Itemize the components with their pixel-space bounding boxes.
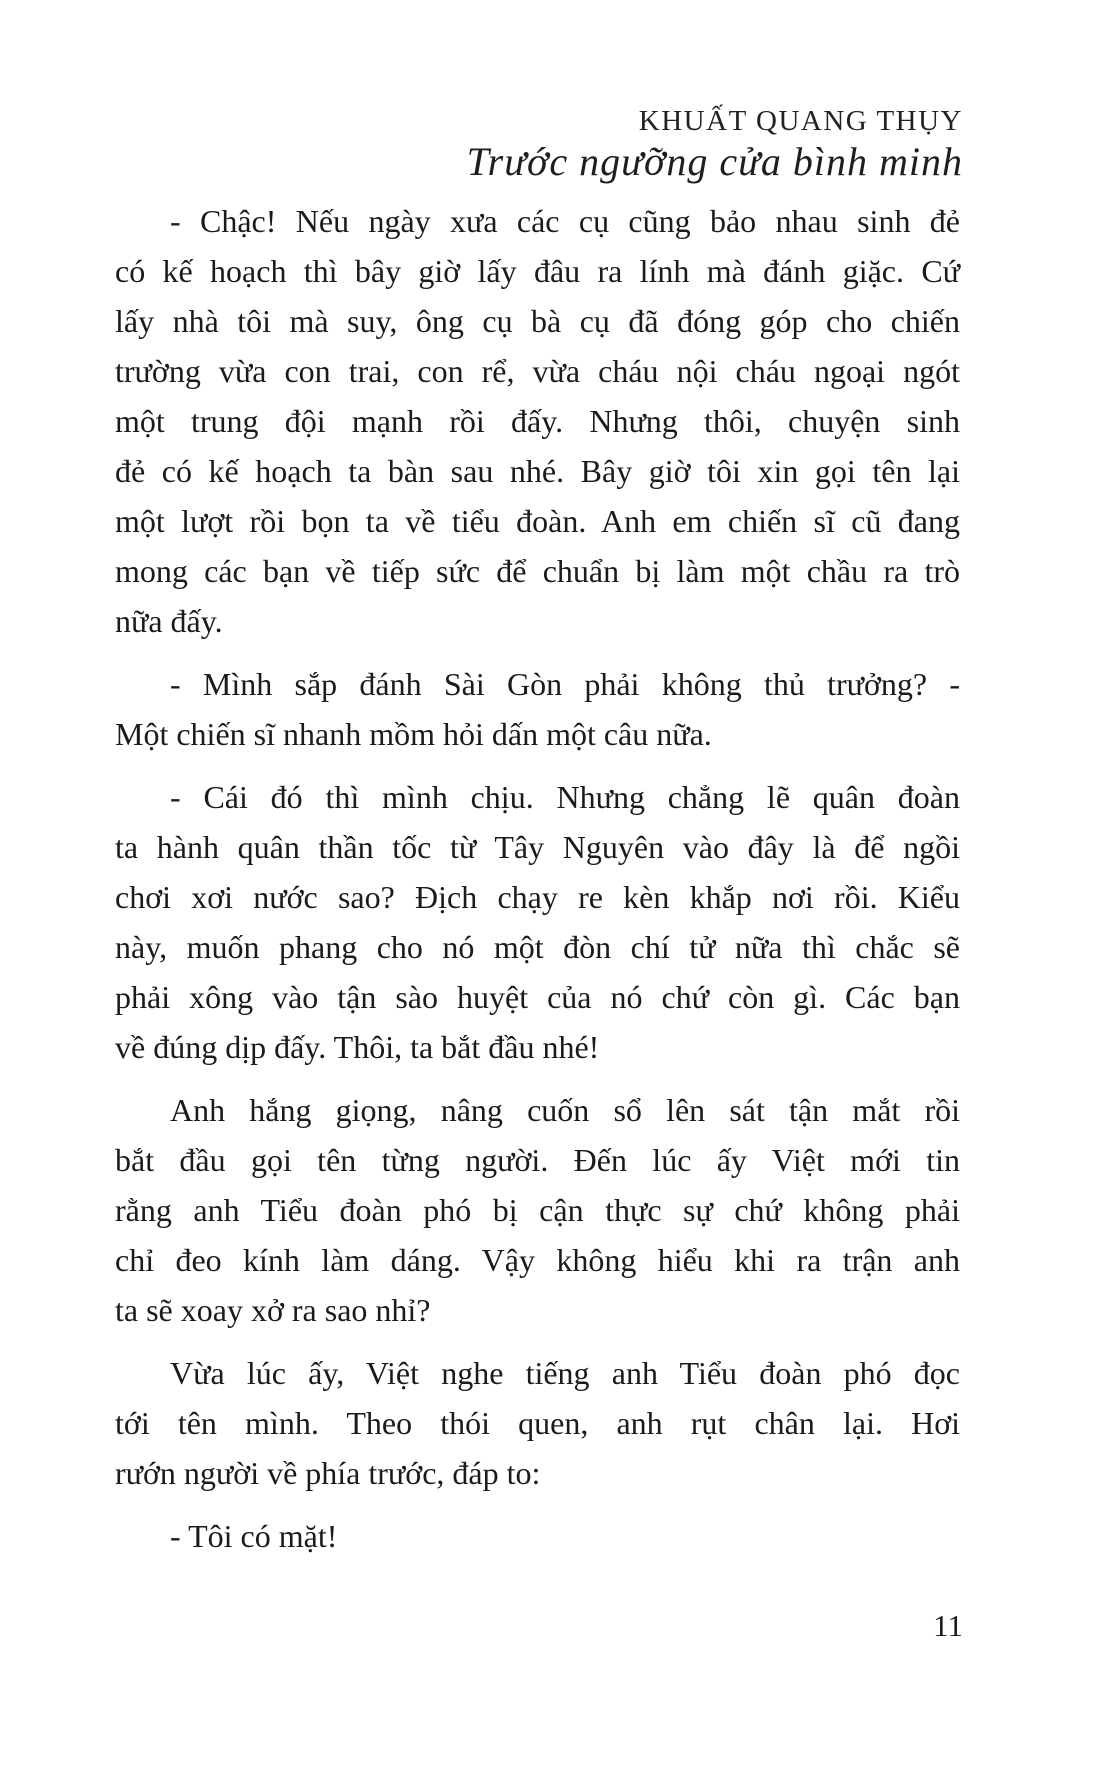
paragraph xyxy=(115,1348,960,1498)
text-line: bắt đầu gọi tên từng người. Đến lúc ấy Việt mới tin xyxy=(115,1142,960,1178)
text-line: chỉ đeo kính làm dáng. Vậy không hiểu khi ra trận anh xyxy=(115,1242,960,1278)
text-line: Một chiến sĩ nhanh mồm hỏi dấn một câu nữa. xyxy=(115,716,712,752)
text-line: - Tôi có mặt! xyxy=(170,1518,338,1554)
body-text xyxy=(115,196,960,1561)
text-line: chơi xơi nước sao? Địch chạy re kèn khắp nơi rồi. Kiểu xyxy=(115,879,960,915)
text-line: ta hành quân thần tốc từ Tây Nguyên vào đây là để ngồi xyxy=(115,829,960,865)
text-line: nữa đấy. xyxy=(115,603,223,639)
text-line: rằng anh Tiểu đoàn phó bị cận thực sự chứ không phải xyxy=(115,1192,960,1228)
paragraph xyxy=(115,1085,960,1335)
text-line: một trung đội mạnh rồi đấy. Nhưng thôi, chuyện sinh xyxy=(115,403,960,439)
text-line: Vừa lúc ấy, Việt nghe tiếng anh Tiểu đoàn phó đọc xyxy=(170,1355,960,1391)
text-line: - Mình sắp đánh Sài Gòn phải không thủ trưởng? - xyxy=(170,666,960,702)
paragraph xyxy=(115,196,960,646)
text-line: - Chậc! Nếu ngày xưa các cụ cũng bảo nhau sinh đẻ xyxy=(170,203,960,239)
text-line: có kế hoạch thì bây giờ lấy đâu ra lính mà đánh giặc. Cứ xyxy=(115,253,960,289)
paragraph xyxy=(115,659,960,759)
text-line: mong các bạn về tiếp sức để chuẩn bị làm một chầu ra trò xyxy=(115,553,960,589)
text-line: tới tên mình. Theo thói quen, anh rụt chân lại. Hơi xyxy=(115,1405,960,1441)
text-line: đẻ có kế hoạch ta bàn sau nhé. Bây giờ tôi xin gọi tên lại xyxy=(115,453,960,489)
text-line: phải xông vào tận sào huyệt của nó chứ còn gì. Các bạn xyxy=(115,979,960,1015)
text-line: lấy nhà tôi mà suy, ông cụ bà cụ đã đóng góp cho chiến xyxy=(115,303,960,339)
paragraph xyxy=(115,1511,960,1561)
page-header xyxy=(467,103,963,185)
text-line: rướn người về phía trước, đáp to: xyxy=(115,1455,541,1491)
book-title: Trước ngưỡng cửa bình minh xyxy=(466,139,963,184)
text-line: này, muốn phang cho nó một đòn chí tử nữa thì chắc sẽ xyxy=(115,929,960,965)
text-line: về đúng dịp đấy. Thôi, ta bắt đầu nhé! xyxy=(115,1029,600,1065)
text-line: ta sẽ xoay xở ra sao nhỉ? xyxy=(115,1292,431,1328)
author-name: KHUẤT QUANG THỤY xyxy=(638,105,963,137)
text-line: một lượt rồi bọn ta về tiểu đoàn. Anh em chiến sĩ cũ đang xyxy=(115,503,960,539)
text-line: Anh hắng giọng, nâng cuốn sổ lên sát tận mắt rồi xyxy=(170,1092,960,1128)
text-line: - Cái đó thì mình chịu. Nhưng chẳng lẽ quân đoàn xyxy=(170,779,960,815)
text-line: trường vừa con trai, con rể, vừa cháu nội cháu ngoại ngót xyxy=(115,353,960,389)
page-number: 11 xyxy=(933,1608,963,1643)
paragraph xyxy=(115,772,960,1072)
